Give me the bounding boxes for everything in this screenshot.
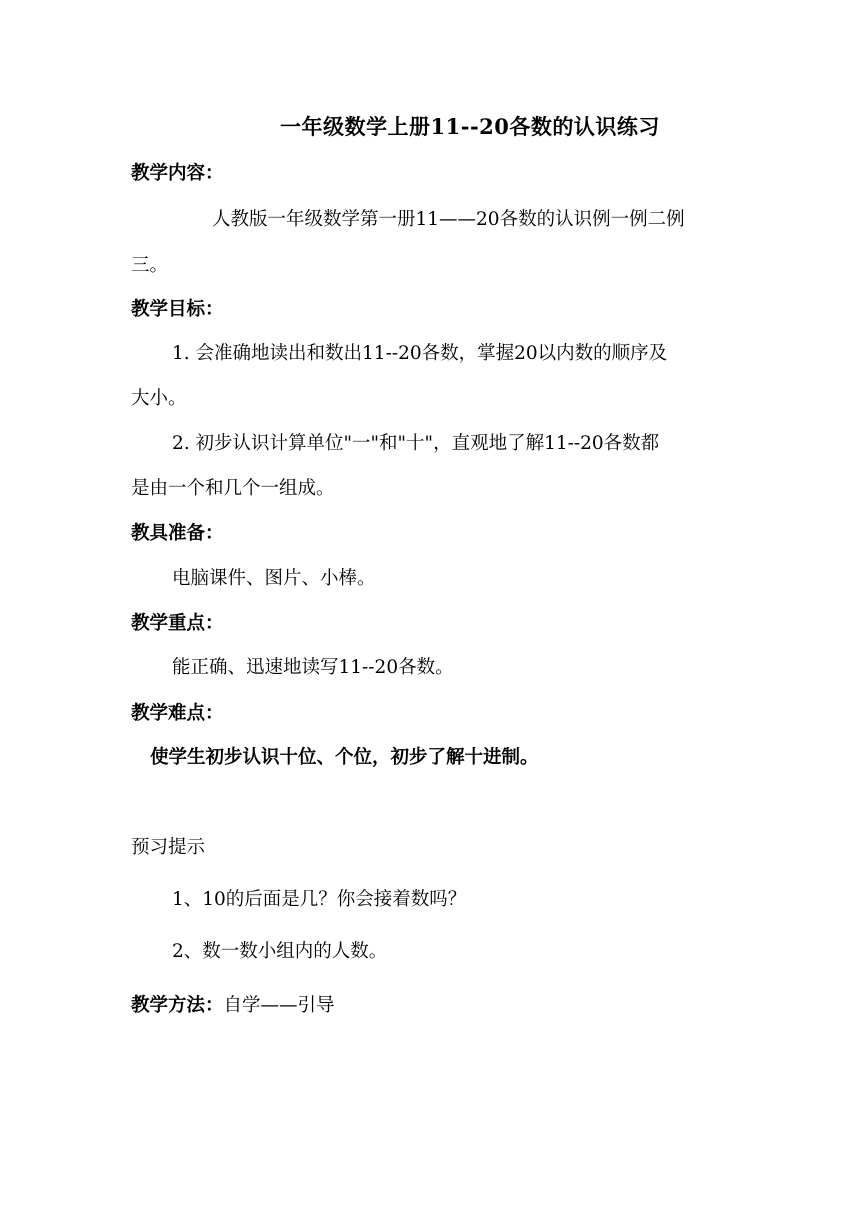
content-heading: 教学内容： [131, 163, 224, 184]
difficulty-text: 使学生初步认识十位、个位，初步了解十进制。 [150, 747, 539, 768]
goal-1-line-1: 1. 会准确地读出和数出11--20各数，掌握20以内数的顺序及 [172, 343, 668, 364]
method-text: 自学——引导 [223, 995, 335, 1016]
preview-item-2: 2、数一数小组内的人数。 [172, 941, 388, 962]
content-line-1: 人教版一年级数学第一册11——20各数的认识例一例二例 [212, 209, 685, 230]
key-point-text: 能正确、迅速地读写11--20各数。 [172, 657, 454, 678]
document-title: 一年级数学上册11--20各数的认识练习 [280, 114, 660, 139]
goal-2-line-1: 2. 初步认识计算单位"一"和"十"，直观地了解11--20各数都 [172, 433, 660, 454]
key-point-heading: 教学重点： [131, 613, 224, 634]
method-heading: 教学方法： [131, 995, 224, 1016]
difficulty-heading: 教学难点： [131, 703, 224, 724]
preview-item-1: 1、10的后面是几？你会接着数吗？ [172, 889, 467, 910]
method-line [131, 994, 335, 1018]
goal-1-line-2: 大小。 [131, 388, 187, 409]
content-line-2: 三。 [131, 255, 169, 276]
goal-2-line-2: 是由一个和几个一组成。 [131, 478, 335, 499]
preview-heading: 预习提示 [131, 837, 206, 858]
tools-heading: 教具准备： [131, 523, 224, 544]
goals-heading: 教学目标： [131, 299, 224, 320]
tools-text: 电脑课件、图片、小棒。 [172, 568, 376, 589]
